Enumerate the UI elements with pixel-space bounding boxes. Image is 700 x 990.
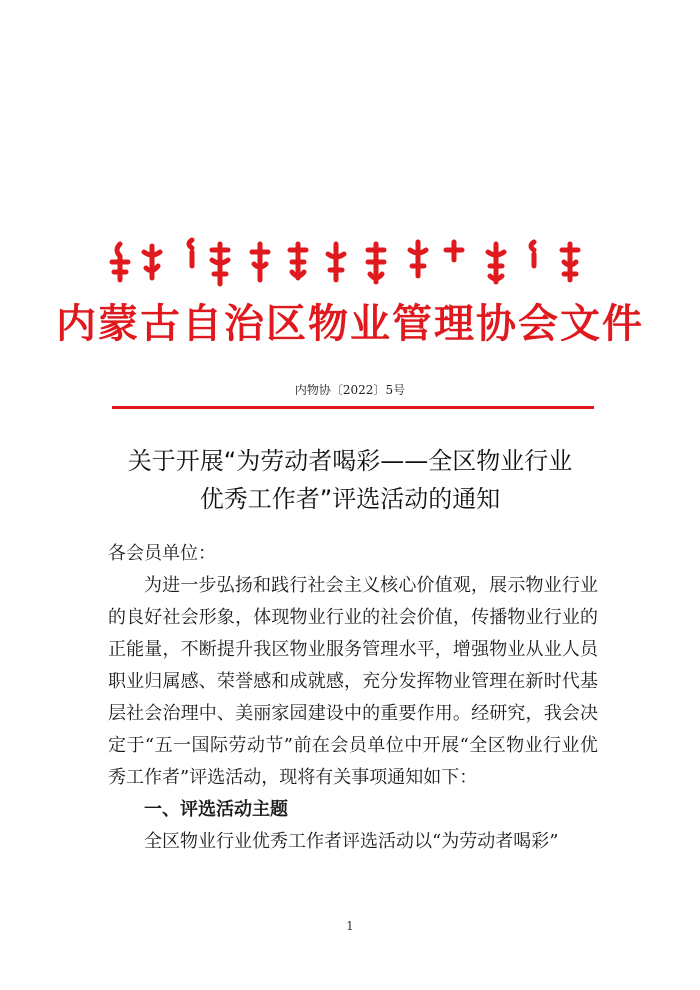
red-divider-line — [112, 406, 594, 409]
page-number: 1 — [346, 919, 354, 933]
notice-title-line-2: 优秀工作者”评选活动的通知 — [199, 485, 501, 513]
body-paragraph: 全区物业行业优秀工作者评选活动以“为劳动者喝彩” — [144, 831, 559, 852]
issuing-organization-title: 内蒙古自治区物业管理协会文件 — [56, 301, 644, 347]
notice-title-line-1: 关于开展“为劳动者喝彩——全区物业行业 — [127, 447, 573, 475]
section-heading: 一、评选活动主题 — [144, 799, 288, 820]
document-number: 内物协〔2022〕5号 — [294, 383, 406, 397]
salutation: 各会员单位： — [108, 543, 216, 564]
notice-title — [90, 442, 610, 518]
document-body — [108, 538, 598, 858]
body-paragraph: 为进一步弘扬和践行社会主义核心价值观，展示物业行业的良好社会形象，体现物业行业的社会价值，传播物业行业的正能量，不断提升我区物业服务管理水平，增强物业从业人员职业归属感、荣誉感和成就感，充分发挥物业管理在新时代基层社会治理中、美丽家园建设中的重要作用。经研究，我会决定于“五一国际劳动节”前在会员单位中开展“全区物业行业优秀工作者”评选活动，现将有关事项通知如下： — [108, 575, 598, 788]
mongolian-script-header — [100, 236, 600, 288]
